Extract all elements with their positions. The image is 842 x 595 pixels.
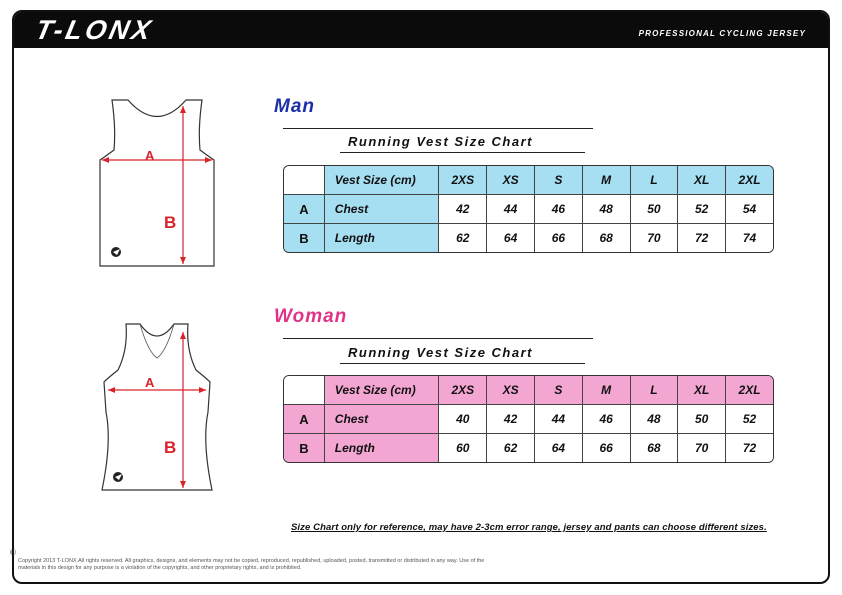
man-diagram-label-a: A (145, 148, 155, 163)
columns-label: Vest Size (cm) (325, 166, 440, 195)
table-cell: 42 (439, 195, 487, 224)
size-header: L (631, 166, 679, 195)
man-vest-diagram (82, 88, 232, 273)
columns-label: Vest Size (cm) (325, 376, 440, 405)
table-cell: 44 (535, 405, 583, 434)
table-cell: 60 (439, 434, 487, 462)
size-header: S (535, 376, 583, 405)
woman-chart-subtitle: Running Vest Size Chart (348, 345, 533, 360)
table-cell: 70 (631, 224, 679, 252)
row-label: Length (325, 224, 440, 252)
table-cell: 46 (583, 405, 631, 434)
table-cell: 42 (487, 405, 535, 434)
row-label: Length (325, 434, 440, 462)
size-header: 2XS (439, 376, 487, 405)
table-cell: 70 (678, 434, 726, 462)
table-cell: 72 (678, 224, 726, 252)
table-cell: 50 (678, 405, 726, 434)
copyright-text: Copyright 2013 T-LONX.All rights reserved. All graphics, designs, and elements may not be copied, reproduced, republished, uploaded, posted, transmitted or distributed in any way. Use of the materials in this design for any purpose is a violation of the copyrights, and other proprietary rights, and is prohibited. (18, 558, 485, 571)
size-header: M (583, 166, 631, 195)
brand-logo: T-LONX (32, 15, 157, 45)
brand-tagline: PROFESSIONAL CYCLING JERSEY (638, 29, 806, 38)
table-row (284, 224, 773, 252)
woman-diagram-label-b: B (164, 438, 177, 457)
man-title-underline (283, 128, 593, 129)
size-header: L (631, 376, 679, 405)
woman-vest-diagram (82, 312, 232, 497)
table-cell: 40 (439, 405, 487, 434)
table-cell: 48 (583, 195, 631, 224)
table-cell: 52 (678, 195, 726, 224)
table-cell: 66 (535, 224, 583, 252)
row-key: B (284, 434, 325, 462)
man-header-row (284, 166, 773, 195)
table-cell: 64 (487, 224, 535, 252)
row-key: A (284, 405, 325, 434)
woman-diagram-label-a: A (145, 375, 155, 390)
table-row (284, 195, 773, 224)
size-header: 2XL (726, 166, 773, 195)
table-cell: 62 (487, 434, 535, 462)
size-header: XS (487, 376, 535, 405)
table-cell: 62 (439, 224, 487, 252)
table-cell: 48 (631, 405, 679, 434)
size-header: XL (678, 166, 726, 195)
table-row (284, 434, 773, 462)
copyright-symbol: © (10, 548, 16, 557)
corner-cell (284, 376, 325, 405)
size-header: 2XL (726, 376, 773, 405)
table-cell: 46 (535, 195, 583, 224)
man-subtitle-underline (340, 152, 585, 153)
size-header: M (583, 376, 631, 405)
size-note: Size Chart only for reference, may have 2-3cm error range, jersey and pants can choose different sizes. (291, 522, 767, 533)
man-diagram-label-b: B (164, 213, 177, 232)
corner-cell (284, 166, 325, 195)
table-cell: 50 (631, 195, 679, 224)
row-label: Chest (325, 195, 440, 224)
woman-subtitle-underline (340, 363, 585, 364)
woman-header-row (284, 376, 773, 405)
table-row (284, 405, 773, 434)
size-header: XL (678, 376, 726, 405)
man-size-table (283, 165, 774, 253)
table-cell: 66 (583, 434, 631, 462)
size-header: XS (487, 166, 535, 195)
man-section-title: Man (274, 96, 315, 117)
table-cell: 68 (631, 434, 679, 462)
header-bar (14, 12, 828, 48)
table-cell: 44 (487, 195, 535, 224)
table-cell: 74 (726, 224, 773, 252)
woman-section-title: Woman (274, 306, 348, 327)
table-cell: 68 (583, 224, 631, 252)
row-key: B (284, 224, 325, 252)
table-cell: 64 (535, 434, 583, 462)
row-key: A (284, 195, 325, 224)
size-header: 2XS (439, 166, 487, 195)
size-header: S (535, 166, 583, 195)
table-cell: 54 (726, 195, 773, 224)
man-chart-subtitle: Running Vest Size Chart (348, 134, 533, 149)
woman-title-underline (283, 338, 593, 339)
row-label: Chest (325, 405, 440, 434)
table-cell: 52 (726, 405, 773, 434)
table-cell: 72 (726, 434, 773, 462)
woman-size-table (283, 375, 774, 463)
